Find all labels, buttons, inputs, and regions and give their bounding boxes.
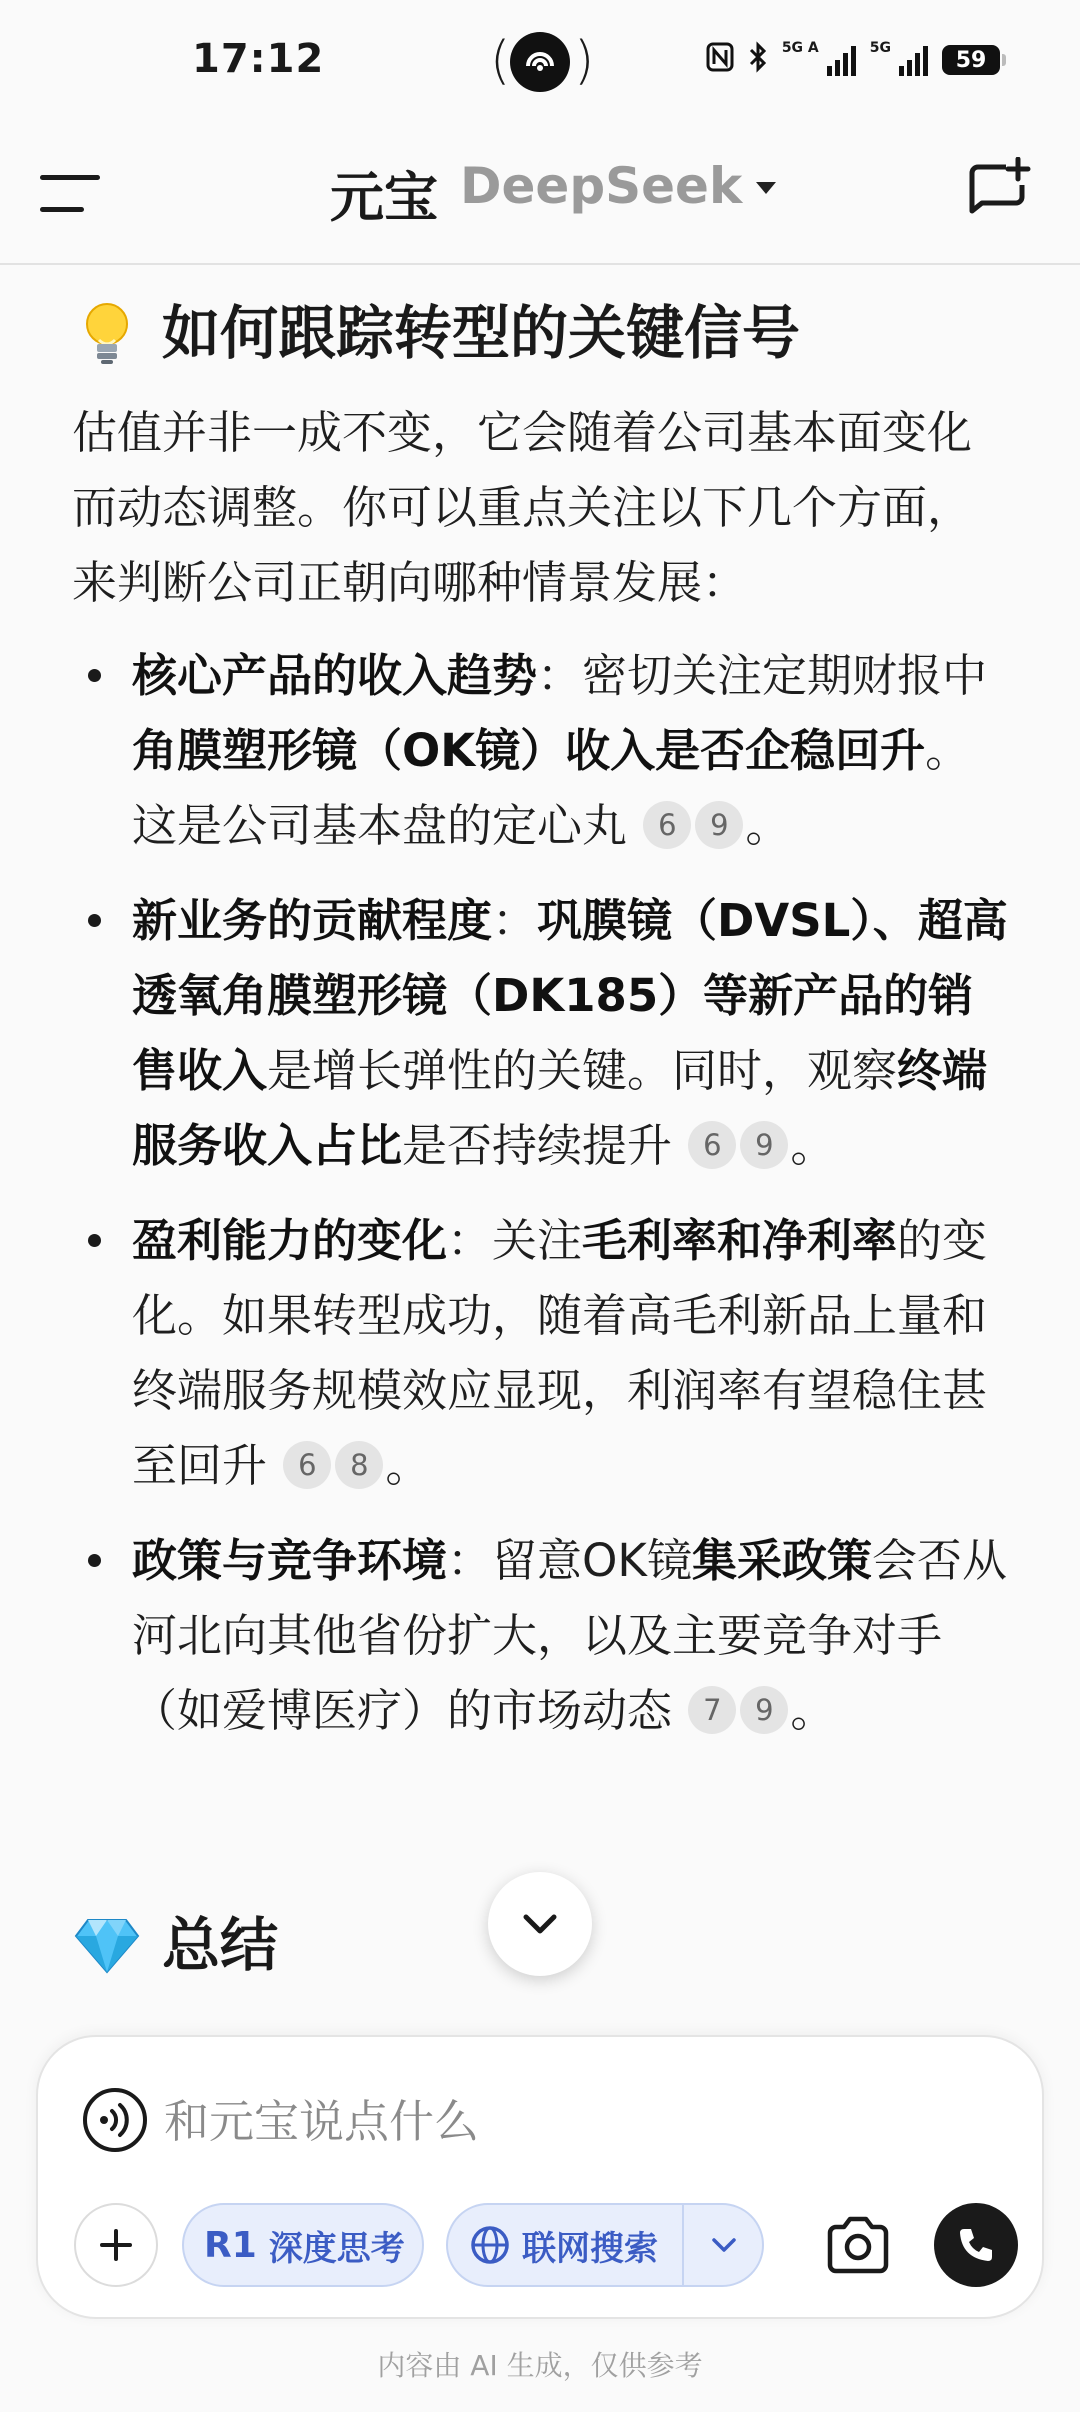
add-attachment-button[interactable]: [74, 2203, 158, 2287]
signal-2-label: 5G: [869, 40, 891, 56]
camera-button[interactable]: [820, 2207, 896, 2283]
citation-badge[interactable]: 8: [335, 1441, 383, 1489]
scroll-to-bottom-button[interactable]: [488, 1872, 592, 1976]
bold-term: 角膜塑形镜（OK镜）收入是否企稳回升: [132, 724, 926, 777]
citation-badge[interactable]: 6: [643, 801, 691, 849]
camera-icon: [820, 2207, 896, 2283]
new-chat-icon: [966, 157, 1032, 223]
web-search-toggle[interactable]: [446, 2203, 764, 2287]
bold-term: 巩膜镜（DVSL）、超高透氧角膜塑形镜（DK185）等新产品的销售收入: [132, 894, 1008, 1097]
web-search-options-button[interactable]: [684, 2205, 764, 2285]
summary-heading: [72, 1905, 278, 1985]
signal-list: [72, 638, 1012, 1748]
hotspot-icon: [510, 32, 570, 92]
battery-level: 59: [955, 47, 987, 73]
bold-term: 终端服务收入占比: [132, 1044, 988, 1172]
signal-1-icon: [827, 44, 856, 76]
new-chat-button[interactable]: [966, 157, 1032, 223]
chevron-down-icon: [711, 2237, 737, 2253]
list-item: 政策与竞争环境：留意OK镜集采政策会否从河北向其他省份扩大，以及主要竞争对手（如爱博医疗）的市场动态 7 9 。: [72, 1523, 1012, 1748]
plus-icon: [98, 2227, 134, 2263]
citation-badge[interactable]: 9: [740, 1121, 788, 1169]
citation-badge[interactable]: 6: [283, 1441, 331, 1489]
section-heading: [72, 293, 1012, 373]
model-selector[interactable]: [460, 157, 776, 215]
chevron-down-icon: [520, 1911, 560, 1937]
bold-term: 政策与竞争环境: [132, 1534, 448, 1587]
app-title: 元宝: [330, 166, 438, 229]
citation-badge[interactable]: 9: [740, 1686, 788, 1734]
message-composer: [36, 2035, 1044, 2319]
status-icons: [706, 40, 1000, 80]
app-header: [0, 125, 1080, 265]
phone-icon: [956, 2225, 996, 2265]
message-input[interactable]: [162, 2083, 986, 2159]
deep-think-toggle[interactable]: [182, 2203, 424, 2287]
citation-badge[interactable]: 6: [688, 1121, 736, 1169]
floating-island-indicator: ( ): [490, 31, 595, 91]
list-item: 盈利能力的变化：关注毛利率和净利率的变化。如果转型成功，随着高毛利新品上量和终端服务规模效应显现，利润率有望稳住甚至回升 6 8 。: [72, 1203, 1012, 1503]
globe-icon: [470, 2225, 510, 2265]
voice-wave-icon: [82, 2087, 148, 2153]
citation-badge[interactable]: 9: [695, 801, 743, 849]
status-bar: [0, 0, 1080, 125]
signal-1-label: 5G A: [781, 40, 819, 56]
chat-response: [72, 265, 1012, 2025]
bold-term: 新业务的贡献程度: [132, 894, 493, 947]
bold-term: 核心产品的收入趋势: [132, 649, 538, 702]
deep-think-label: 深度思考: [268, 2228, 405, 2269]
lightbulb-icon: [72, 300, 142, 366]
bold-term: 集采政策: [691, 1534, 872, 1587]
list-item: 新业务的贡献程度：巩膜镜（DVSL）、超高透氧角膜塑形镜（DK185）等新产品的销售收入是增长弹性的关键。同时，观察终端服务收入占比是否持续提升 6 9 。: [72, 883, 1012, 1183]
ai-disclaimer: 内容由 AI 生成，仅供参考: [377, 2349, 703, 2382]
gem-icon: [72, 1916, 142, 1974]
section-heading-text: 如何跟踪转型的关键信号: [162, 299, 801, 367]
citation-badge[interactable]: 7: [688, 1686, 736, 1734]
caret-down-icon: [756, 182, 776, 194]
r1-badge: R1: [204, 2224, 257, 2266]
voice-call-button[interactable]: [934, 2203, 1018, 2287]
menu-button[interactable]: [40, 171, 102, 215]
voice-input-button[interactable]: [82, 2087, 148, 2153]
list-item: 核心产品的收入趋势：密切关注定期财报中角膜塑形镜（OK镜）收入是否企稳回升。这是公司基本盘的定心丸 6 9 。: [72, 638, 1012, 863]
bluetooth-icon: [748, 41, 768, 79]
nfc-icon: [706, 42, 734, 78]
web-search-label: 联网搜索: [522, 2228, 658, 2269]
model-name: DeepSeek: [460, 157, 743, 215]
intro-paragraph: 估值并非一成不变，它会随着公司基本面变化而动态调整。你可以重点关注以下几个方面，来判断公司正朝向哪种情景发展：: [72, 406, 973, 609]
summary-heading-text: 总结: [162, 1911, 279, 1979]
bold-term: 盈利能力的变化: [132, 1214, 448, 1267]
battery-icon: [942, 45, 1000, 75]
signal-2-icon: [899, 44, 928, 76]
status-time: 17:12: [192, 36, 325, 82]
bold-term: 毛利率和净利率: [582, 1214, 898, 1267]
